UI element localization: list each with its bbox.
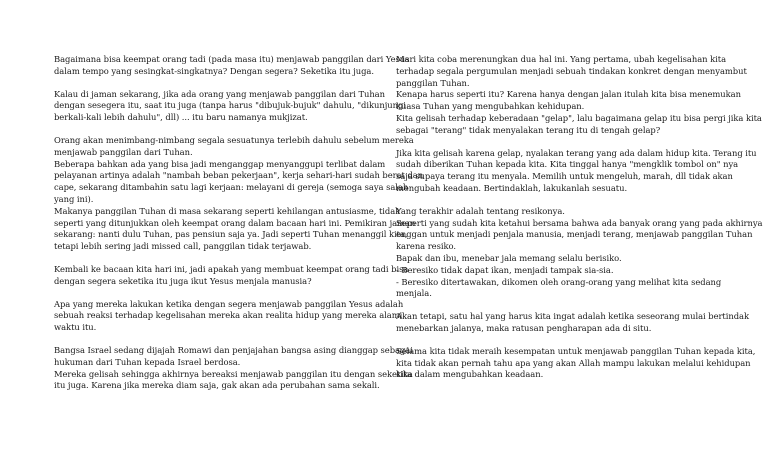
text-line: Bangsa Israel sedang dijajah Romawi dan penjajahan bangsa asing dianggap sebagai (54, 344, 413, 355)
text-line: sebagai "terang" tidak menyalakan terang itu di tengah gelap? (396, 124, 661, 135)
text-line: Kembali ke bacaan kita hari ini, jadi apakah yang membuat keempat orang tadi bisa (54, 263, 409, 274)
text-line: sebuah reaksi terhadap kegelisahan mereka akan realita hidup yang mereka alami (54, 310, 403, 321)
paragraph (54, 298, 404, 334)
text-line: waktu itu. (54, 322, 97, 333)
text-line: dengan segera seketika itu juga ikut Yesus menjala manusia? (54, 275, 312, 286)
text-line: Bagaimana bisa keempat orang tadi (pada masa itu) menjawab panggilan dari Yesus (54, 54, 410, 64)
text-line: Beberapa bahkan ada yang bisa jadi menganggap menyanggupi terlibat dalam (54, 158, 386, 169)
text-line: menjala. (396, 288, 432, 299)
paragraph-spacer (54, 124, 379, 135)
text-line: terhadap segala pergumulan menjadi sebuah tindakan konkret dengan menyambut (396, 65, 747, 76)
text-line: berkali-kali lebih dahulu", dll) ... itu baru namanya mukjizat. (54, 112, 308, 123)
text-line: yang ini). (54, 193, 94, 204)
text-line: Seperti yang sudah kita ketahui bersama bahwa ada banyak orang yang pada akhirnya (396, 217, 763, 228)
paragraph (54, 134, 424, 253)
paragraph (396, 205, 763, 300)
paragraph (54, 344, 413, 392)
text-line: kuasa Tuhan yang mengubahkan kehidupan. (396, 101, 585, 112)
text-line: hukuman dari Tuhan kepada Israel berdosa. (54, 356, 241, 367)
paragraph (396, 54, 762, 137)
text-line: tetapi lebih sering jadi missed call, panggilan tidak terjawab. (54, 241, 312, 252)
paragraph-spacer (54, 253, 379, 264)
text-line: menjawab panggilan dari Tuhan. (54, 146, 193, 157)
paragraph (54, 263, 409, 288)
paragraph-spacer (54, 78, 379, 89)
left-column (54, 54, 424, 392)
text-line: menebarkan jalanya, maka ratusan pengharapan ada di situ. (396, 322, 652, 333)
text-line: sekarang: nanti dulu Tuhan, pas pensiun saja ya. Jadi seperti Tuhan menanggil kita, (54, 229, 408, 240)
paragraph-spacer (396, 300, 721, 311)
text-line: sudah diberikan Tuhan kepada kita. Kita tinggal hanya "mengklik tombol on" nya (396, 159, 739, 170)
text-line: Apa yang mereka lakukan ketika dengan segera menjawab panggilan Yesus adalah (54, 298, 404, 309)
paragraph-spacer (396, 195, 721, 206)
text-line: - Beresiko ditertawakan, dikomen oleh orang-orang yang melihat kita sedang (396, 276, 722, 287)
text-line: Orang akan menimbang-nimbang segala sesuatunya terlebih dahulu sebelum mereka (54, 134, 414, 145)
text-line: dengan sesegera itu, saat itu juga (tanpa harus "dibujuk-bujuk" dahulu, "dikunjungi (54, 100, 406, 111)
text-line: itu juga. Karena jika mereka diam saja, gak akan ada perubahan sama sekali. (54, 380, 380, 391)
text-line: mengubah keadaan. Bertindaklah, lakukanlah sesuatu. (396, 182, 628, 193)
paragraph (54, 54, 410, 78)
text-line: dalam tempo yang sesingkat-singkatnya? Dengan segera? Seketika itu juga. (54, 65, 374, 76)
text-line: karena resiko. (396, 241, 456, 252)
text-line: - Beresiko tidak dapat ikan, menjadi tampak sia-sia. (396, 264, 614, 275)
text-line: Bapak dan ibu, menebar jala memang selalu berisiko. (396, 252, 622, 263)
text-line: cape, sekarang ditambahin satu lagi kerjaan: melayani di gereja (semoga saya salah (54, 182, 409, 193)
text-line: kita dalam mengubahkan keadaan. (396, 369, 544, 380)
paragraph (396, 345, 756, 381)
paragraph-spacer (396, 335, 721, 346)
paragraph-spacer (54, 288, 379, 299)
paragraph-spacer (54, 334, 379, 345)
text-line: Makanya panggilan Tuhan di masa sekarang seperti kehilangan antusiasme, tidak (54, 205, 401, 216)
text-line: Kalau di jaman sekarang, jika ada orang yang menjawab panggilan dari Tuhan (54, 88, 385, 99)
text-line: enggan untuk menjadi penjala manusia, menjadi terang, menjawab panggilan Tuhan (396, 229, 753, 240)
paragraph-spacer (396, 137, 721, 148)
text-line: Mereka gelisah sehingga akhirnya bereaksi menjawab panggilan itu dengan seketika (54, 368, 413, 379)
text-line: Selama kita tidak meraih kesempatan untuk menjawab panggilan Tuhan kepada kita, (396, 345, 756, 356)
text-line: saja supaya terang itu menyala. Memilih untuk mengeluh, marah, dll tidak akan (396, 171, 733, 182)
text-line: Jika kita gelisah karena gelap, nyalakan terang yang ada dalam hidup kita. Terang itu (396, 147, 757, 158)
text-line: Kenapa harus seperti itu? Karena hanya dengan jalan itulah kita bisa menemukan (396, 89, 741, 100)
text-line: seperti yang ditunjukkan oleh keempat orang dalam bacaan hari ini. Pemikiran jaman (54, 217, 416, 228)
paragraph (396, 311, 750, 335)
text-line: Kita gelisah terhadap keberadaan "gelap", lalu bagaimana gelap itu bisa pergi jika kita (396, 112, 762, 123)
text-line: Akan tetapi, satu hal yang harus kita ingat adalah ketika seseorang mulai bertindak (396, 311, 750, 322)
text-line: pelayanan artinya adalah "nambah beban pekerjaan", kerja sehari-hari sudah berat dan (54, 170, 424, 181)
text-line: Yang terakhir adalah tentang resikonya. (396, 205, 565, 216)
paragraph (396, 147, 757, 195)
right-column (396, 54, 763, 381)
text-line: Mari kita coba merenungkan dua hal ini. Yang pertama, ubah kegelisahan kita (396, 54, 727, 64)
text-line: kita tidak akan pernah tahu apa yang akan Allah mampu lakukan melalui kehidupan (396, 357, 751, 368)
paragraph (54, 88, 406, 124)
text-line: panggilan Tuhan. (396, 77, 470, 88)
